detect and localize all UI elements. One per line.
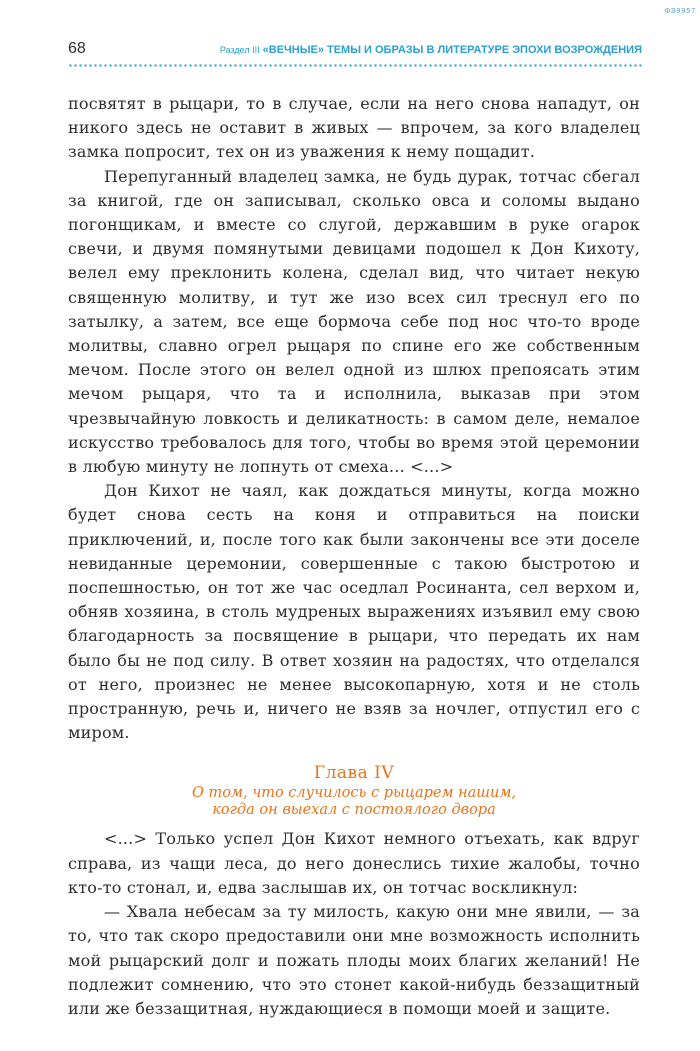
section-label: Раздел III — [219, 45, 260, 55]
page-body — [68, 92, 640, 1021]
paragraph: Дон Кихот не чаял, как дождаться минуты, когда можно будет снова сесть на коня и отправиться на поиски приключений, и, после того как были закончены все эти доселе невиданные церемонии, совершенные с такою быстротою и поспешностью, он тот же час оседлал Росинанта, сел верхом и, обняв хозяина, в столь мудреных выражениях изъявил ему свою благодарность за посвящение в рыцари, что передать их нам было бы не под силу. В ответ хозяин на радостях, что отделался от него, произнес не менее высокопарную, хотя и не столь пространную, речь и, ничего не взяв за ночлег, отпустил его с миром. — [68, 481, 640, 743]
page-number: 68 — [68, 40, 86, 57]
chapter-subtitle-line: когда он выехал с постоялого двора — [212, 802, 496, 819]
paragraph-continuation: посвятят в рыцари, то в случае, если на него снова нападут, он никого здесь не оставит в живых — впрочем, за кого владелец замка попросит, тех он из уважения к нему пощадит. — [68, 94, 640, 162]
chapter-subtitle — [68, 785, 640, 819]
paragraph: <...> Только успел Дон Кихот немного отъехать, как вдруг справа, из чащи леса, до него донеслись тихие жалобы, точно кто-то стонал, и, едва заслышав их, он тотчас воскликнул: — [68, 829, 640, 897]
running-title-text: «ВЕЧНЫЕ» ТЕМЫ И ОБРАЗЫ В ЛИТЕРАТУРЕ ЭПОХИ ВОЗРОЖДЕНИЯ — [262, 44, 642, 56]
chapter-subtitle-line: О том, что случилось с рыцарем нашим, — [191, 785, 516, 802]
running-title — [220, 44, 642, 56]
corner-mark: ФЭ9957 — [664, 7, 696, 15]
header-row — [68, 40, 642, 58]
page-header — [68, 40, 642, 75]
chapter-title: Глава IV — [313, 763, 395, 784]
dotted-rule — [68, 63, 642, 75]
paragraph: Перепуганный владелец замка, не будь дурак, тотчас сбегал за книгой, где он записывал, сколько овса и соломы выдано погонщикам, и вместе со слугой, державшим в руке огарок свечи, и двумя помянутыми девицами подошел к Дон Кихоту, велел ему преклонить колена, сделал вид, что читает некую священную молитву, и тут же изо всех сил треснул его по затылку, а затем, все еще бормоча себе под нос что-то вроде молитвы, славно огрел рыцаря по спине его же собственным мечом. После этого он велел одной из шлюх препоясать этим мечом рыцаря, что та и исполнила, выказав при этом чрезвычайную ловкость и деликатность: в самом деле, немалое искусство требовалось для того, чтобы во время этой церемонии в любую минуту не лопнуть от смеха... <...> — [68, 166, 640, 477]
paragraph: — Хвала небесам за ту милость, какую они мне явили, — за то, что так скоро предоставили они мне возможность исполнить мой рыцарский долг и пожать плоды моих благих желаний! Не подлежит сомнению, что это стонет какой-нибудь беззащитный или же беззащитная, нуждающиеся в помощи моей и защите. — [68, 902, 640, 1018]
